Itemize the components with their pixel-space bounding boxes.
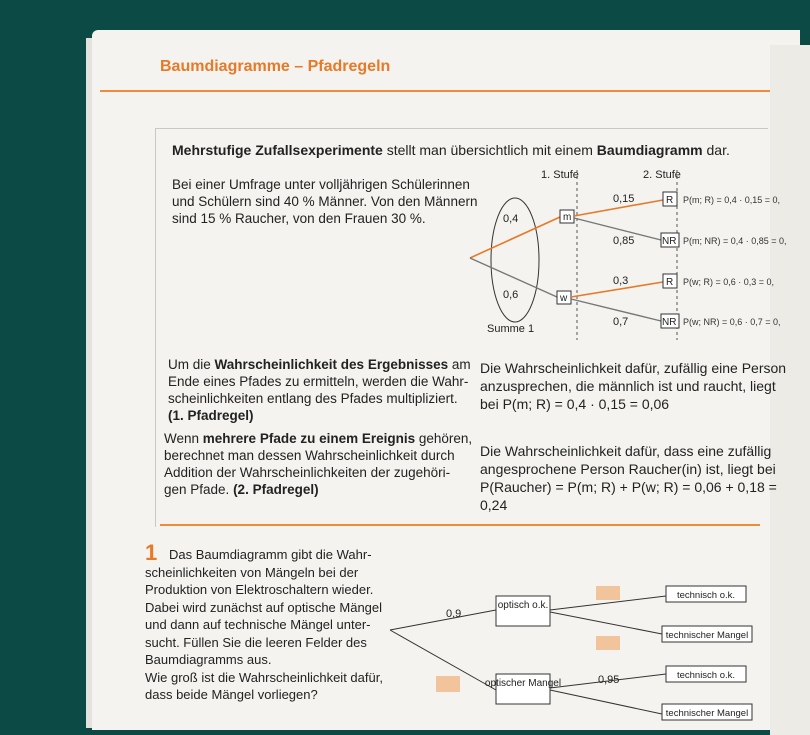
ex-branch-ok-tm	[550, 612, 662, 634]
node-w: w	[560, 293, 568, 304]
ex-blank-2	[596, 586, 620, 600]
exercise-text: Das Baumdiagramm gibt die Wahr- scheinlichkeiten von Mängeln bei der Produktion von Elektroschaltern wieder. Dabei wird zunächst auf optische Mängel und dann auf technische Mängel unter- sucht. Füllen Sie die leeren Felder des Baumdiagramms aus. Wie groß ist die Wahrscheinlichkeit dafür, dass beide Mängel vorliegen?	[145, 547, 383, 702]
exercise-tree	[390, 570, 800, 721]
rule1-text: Um die Wahrscheinlichkeit des Ergebnisses am Ende eines Pfades zu ermitteln, werden die Wahr- scheinlichkeiten entlang des Pfades multipliziert. (1. Pfadregel)	[168, 357, 471, 423]
ex-branch-ok	[390, 610, 496, 630]
p-m: 0,4	[503, 213, 519, 225]
p-w: 0,6	[503, 289, 519, 301]
stufe2-label: 2. Stufe	[643, 169, 681, 181]
ex-node-ok: optisch o.k.	[497, 600, 549, 611]
stufe1-label: 1. Stufe	[541, 169, 579, 181]
rule2-example: Die Wahrscheinlichkeit dafür, dass eine zufällig angesprochene Person Raucher(in) ist, liegt bei P(Raucher) = P(m; R) + P(w; R) = 0,06 + 0,18 = 0,24	[480, 443, 777, 513]
page-title: Baumdiagramme – Pfadregeln	[160, 58, 391, 75]
p-wR: 0,3	[613, 275, 629, 287]
rule1-example: Die Wahrscheinlichkeit dafür, zufällig eine Person anzusprechen, die männlich ist und raucht, liegt bei P(m; R) = 0,4 · 0,15 = 0,06	[480, 360, 787, 412]
result-wR: P(w; R) = 0,6 · 0,3 = 0,	[683, 277, 775, 287]
leaf-mNR: NR	[662, 236, 677, 247]
summe-label: Summe 1	[487, 323, 535, 335]
ex-leaf-4: technischer Mangel	[665, 708, 749, 719]
survey-text: Bei einer Umfrage unter volljährigen Schülerinnen und Schülern sind 40 % Männer. Von den Männern sind 15 % Raucher, von den Frauen 30 %.	[172, 177, 478, 226]
p-mNR: 0,85	[613, 235, 635, 247]
leaf-wR: R	[666, 277, 674, 288]
rule2-text: Wenn mehrere Pfade zu einem Ereignis gehören, berechnet man dessen Wahrscheinlichkeit durch Addition der Wahrscheinlichkeiten der zugehöri- gen Pfade. (2. Pfadregel)	[164, 431, 473, 497]
ex-blank-1	[436, 676, 460, 692]
p-mR: 0,15	[613, 193, 635, 205]
exercise-number: 1	[145, 540, 158, 565]
ex-node-mangel: optischer Mangel	[484, 678, 562, 689]
p-wNR: 0,7	[613, 316, 629, 328]
ex-leaf-1: technisch o.k.	[676, 590, 736, 601]
result-mR: P(m; R) = 0,4 · 0,15 = 0,	[683, 195, 781, 205]
ex-leaf-3: technisch o.k.	[676, 670, 736, 681]
info-box-rule	[160, 524, 760, 526]
result-wNR: P(w; NR) = 0,6 · 0,7 = 0,	[683, 317, 781, 327]
tree-diagram	[465, 160, 787, 340]
node-m: m	[563, 212, 572, 223]
ex-p-ok: 0,9	[446, 608, 462, 620]
intro-text: Mehrstufige Zufallsexperimente stellt man übersichtlich mit einem Baumdiagramm dar.	[172, 142, 730, 158]
ex-leaf-2: technischer Mangel	[665, 630, 749, 641]
result-mNR: P(m; NR) = 0,4 · 0,85 = 0,	[683, 236, 787, 246]
ex-branch-m-tm	[550, 690, 662, 714]
ex-blank-3	[596, 636, 620, 650]
leaf-mR: R	[666, 195, 674, 206]
leaf-wNR: NR	[662, 317, 677, 328]
header-rule	[100, 90, 770, 92]
ex-p-ok-tok: 0,95	[598, 674, 620, 686]
